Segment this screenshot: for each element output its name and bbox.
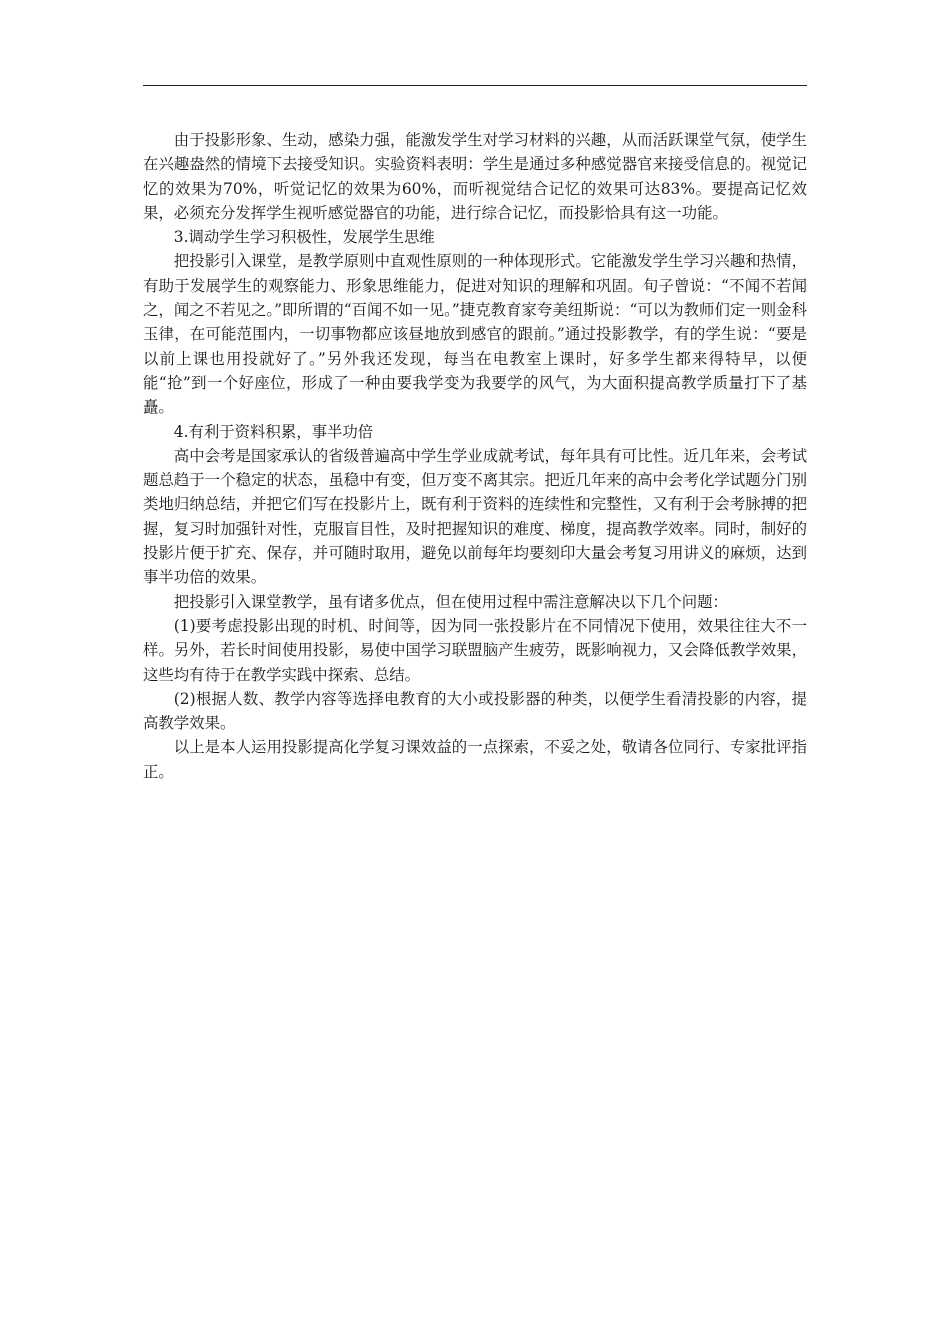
paragraph-issues-intro: 把投影引入课堂教学，虽有诸多优点，但在使用过程中需注意解决以下几个问题： — [173, 592, 728, 611]
issue-item-1: (1)要考虑投影出现的时机、时间等，因为同一张投影片在不同情况下使用，效果往往大不一样。另外，若长时间使用投影，易使中国学习联盟脑产生疲劳，既影响视力，又会降低教学效果，这些均有待于在教学实践中探索、总结。 — [143, 616, 807, 684]
section-heading-4: 4.有利于资料积累，事半功倍 — [173, 422, 374, 441]
section-heading-3: 3.调动学生学习积极性，发展学生思维 — [173, 228, 435, 247]
issue-item-2: (2)根据人数、教学内容等选择电教育的大小或投影器的种类，以便学生看清投影的内容，提高教学效果。 — [143, 689, 807, 733]
paragraph-conclusion: 以上是本人运用投影提高化学复习课效益的一点探索，不妥之处，敬请各位同行、专家批评指正。 — [143, 738, 807, 781]
paragraph-visual-memory: 由于投影形象、生动，感染力强，能激发学生对学习材料的兴趣，从而活跃课堂气氛，使学生在兴趣盎然的情境下去接受知识。实验资料表明：学生是通过多种感觉器官来接受信息的。视觉记忆的效果为70%，听觉记忆的效果为60%，而听视觉结合记忆的效果可达83%。要提高记忆效果，必须充分发挥学生视听感觉器官的功能，进行综合记忆，而投影恰具有这一功能。 — [143, 131, 807, 222]
header-rule — [143, 85, 807, 86]
paragraph-exam-materials: 高中会考是国家承认的省级普遍高中学生学业成就考试，每年具有可比性。近几年来，会考试题总趋于一个稳定的状态，虽稳中有变，但万变不离其宗。把近几年来的高中会考化学试题分门别类地归纳总结，并把它们写在投影片上，既有利于资料的连续性和完整性，又有利于会考脉搏的把握，复习时加强针对性，克服盲目性，及时把握知识的难度、梯度，提高教学效率。同时，制好的投影片便于扩充、保存，并可随时取用，避免以前每年均要刻印大量会考复习用讲义的麻烦，达到事半功倍的效果。 — [143, 446, 807, 587]
paragraph-intuitive-principle: 把投影引入课堂，是教学原则中直观性原则的一种体现形式。它能激发学生学习兴趣和热情，有助于发展学生的观察能力、形象思维能力，促进对知识的理解和巩固。旬子曾说：“不闻不若闻之，闻之不若见之。”即所谓的“百闻不如一见。”捷克教育家夸美纽斯说：“可以为教师们定一则金科玉律，在可能范围内，一切事物都应该昼地放到感官的跟前。”通过投影教学，有的学生说：“要是以前上课也用投就好了。”另外我还发现，每当在电教室上课时，好多学生都来得特早，以便能“抢”到一个好座位，形成了一种由要我学变为我要学的风气，为大面积提高教学质量打下了基矗。 — [143, 252, 807, 417]
document-body — [143, 128, 807, 784]
